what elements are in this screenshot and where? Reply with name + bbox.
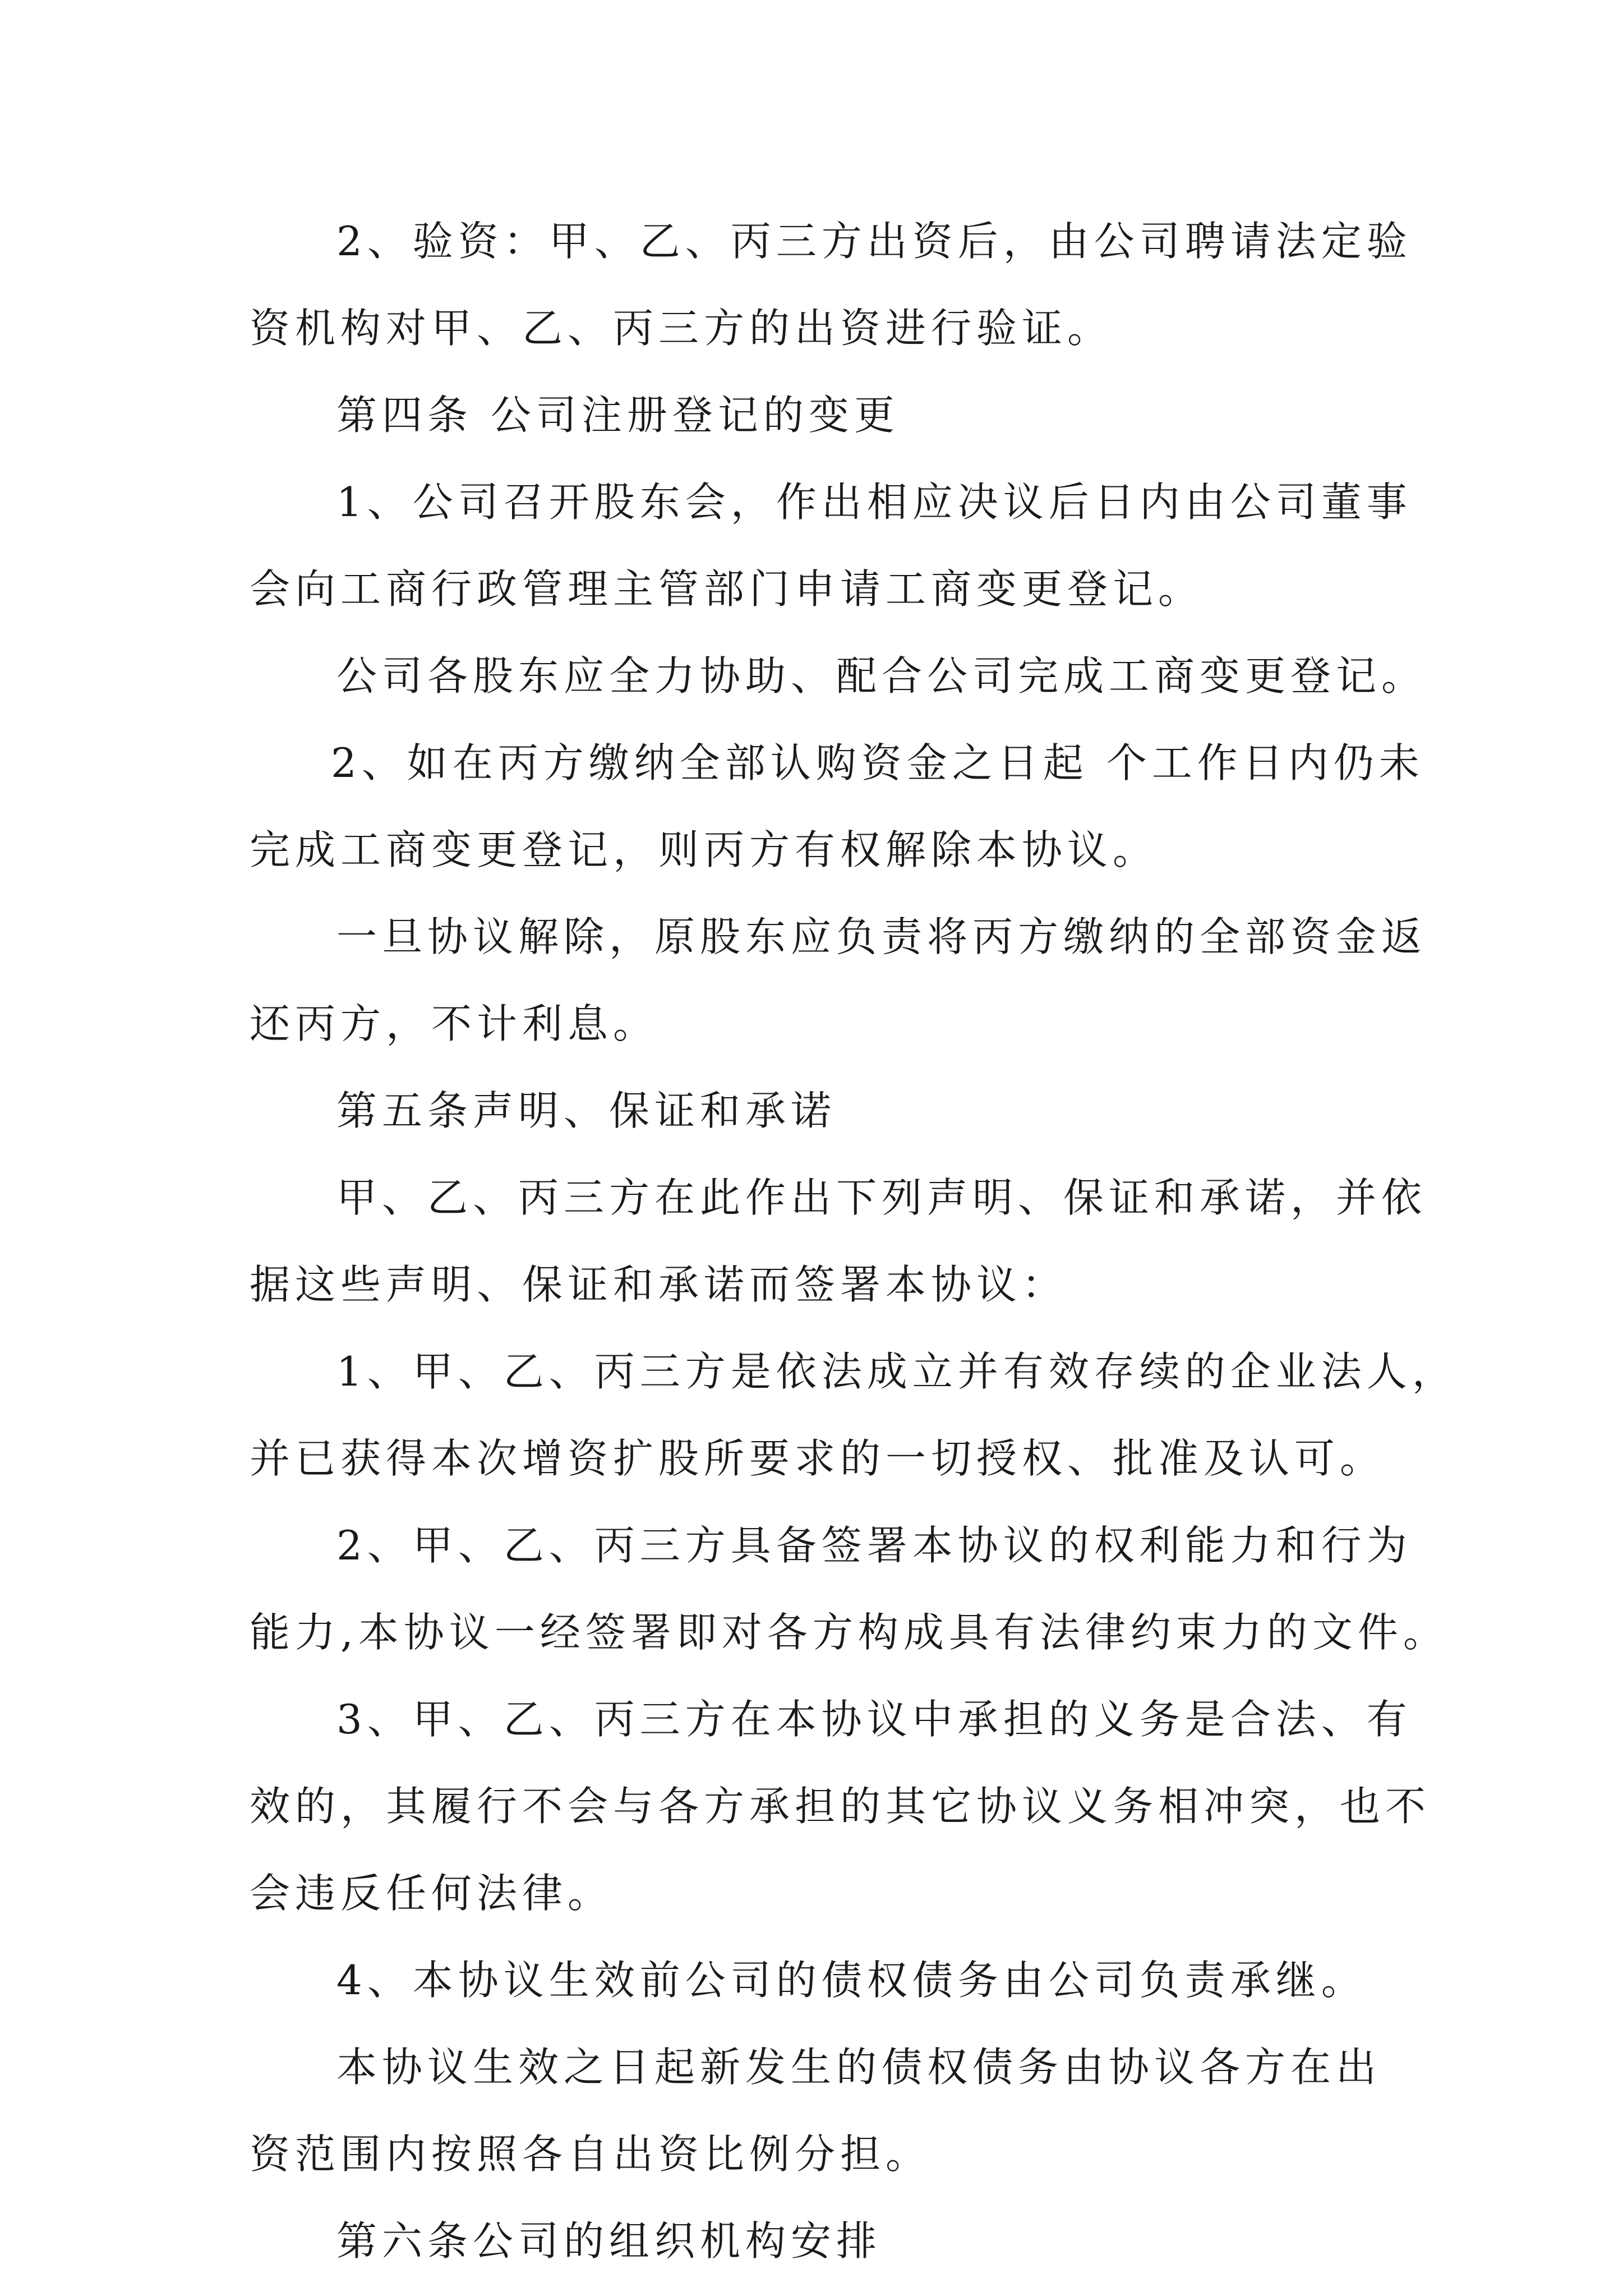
paragraph-line: 3、甲、乙、丙三方在本协议中承担的义务是合法、有 <box>336 1696 1412 1743</box>
paragraph-line: 2、验资：甲、乙、丙三方出资后，由公司聘请法定验 <box>336 218 1412 265</box>
paragraph-line: 2、如在丙方缴纳全部认购资金之日起 个工作日内仍未 <box>331 739 1424 786</box>
paragraph-line: 会违反任何法律。 <box>250 1870 614 1917</box>
section-heading-4: 第四条 公司注册登记的变更 <box>336 392 900 439</box>
paragraph-line: 一旦协议解除，原股东应负责将丙方缴纳的全部资金返 <box>336 913 1427 960</box>
paragraph-line: 公司各股东应全力协助、配合公司完成工商变更登记。 <box>336 652 1427 700</box>
section-heading-5: 第五条声明、保证和承诺 <box>336 1087 837 1134</box>
paragraph-line: 1、甲、乙、丙三方是依法成立并有效存续的企业法人， <box>336 1348 1458 1395</box>
paragraph-line: 4、本协议生效前公司的债权债务由公司负责承继。 <box>336 1957 1367 2004</box>
paragraph-line: 完成工商变更登记，则丙方有权解除本协议。 <box>250 826 1159 873</box>
paragraph-line: 并已获得本次增资扩股所要求的一切授权、批准及认可。 <box>250 1435 1386 1482</box>
paragraph-line: 会向工商行政管理主管部门申请工商变更登记。 <box>250 565 1204 613</box>
paragraph-line: 1、公司召开股东会，作出相应决议后日内由公司董事 <box>336 478 1412 526</box>
paragraph-line: 效的，其履行不会与各方承担的其它协议义务相冲突，也不 <box>250 1783 1431 1830</box>
paragraph-line: 甲、乙、丙三方在此作出下列声明、保证和承诺，并依 <box>336 1174 1427 1221</box>
paragraph-line: 还丙方，不计利息。 <box>250 1000 659 1047</box>
paragraph-line: 本协议生效之日起新发生的债权债务由协议各方在出 <box>336 2044 1382 2091</box>
paragraph-line: 资机构对甲、乙、丙三方的出资进行验证。 <box>250 305 1113 352</box>
section-heading-6: 第六条公司的组织机构安排 <box>336 2217 882 2265</box>
paragraph-line: 资范围内按照各自出资比例分担。 <box>250 2131 932 2178</box>
paragraph-line: 据这些声明、保证和承诺而签署本协议： <box>250 1261 1068 1308</box>
paragraph-line: 2、甲、乙、丙三方具备签署本协议的权利能力和行为 <box>336 1522 1412 1569</box>
paragraph-line: 能力,本协议一经签署即对各方构成具有法律约束力的文件。 <box>250 1609 1449 1656</box>
